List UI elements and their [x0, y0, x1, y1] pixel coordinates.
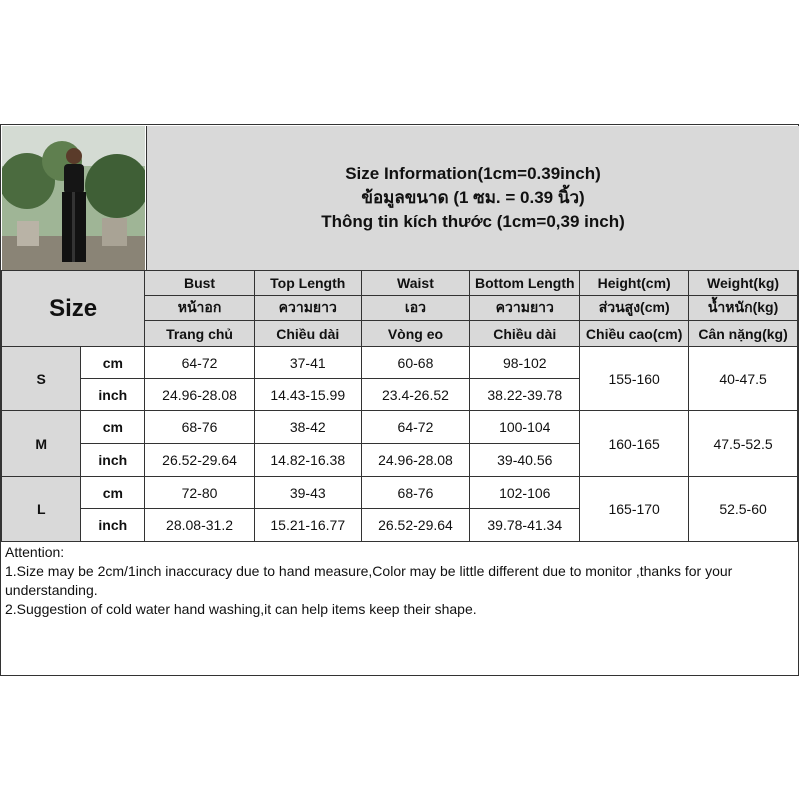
product-photo — [2, 126, 145, 271]
table-row — [2, 411, 798, 444]
header-bust-vi: Trang chủ — [145, 321, 255, 347]
cell: 37-41 — [254, 347, 361, 379]
cell: 72-80 — [145, 477, 255, 509]
unit-cm: cm — [81, 477, 145, 509]
header-waist-th: เอว — [361, 296, 470, 321]
header-weight-th: น้ำหนัก(kg) — [689, 296, 798, 321]
attention-notes — [5, 543, 795, 619]
size-m-label: M — [2, 411, 81, 477]
height-cell: 160-165 — [580, 411, 689, 477]
height-cell: 155-160 — [580, 347, 689, 411]
cell: 64-72 — [361, 411, 470, 444]
weight-cell: 40-47.5 — [689, 347, 798, 411]
cell: 14.43-15.99 — [254, 379, 361, 411]
size-s-label: S — [2, 347, 81, 411]
title-english: Size Information(1cm=0.39inch) — [345, 164, 601, 183]
cell: 102-106 — [470, 477, 580, 509]
header-waist-en: Waist — [361, 271, 470, 296]
header-bust-th: หน้าอก — [145, 296, 255, 321]
cell: 60-68 — [361, 347, 470, 379]
header-height-th: ส่วนสูง(cm) — [580, 296, 689, 321]
unit-inch: inch — [81, 444, 145, 477]
title-vietnamese: Thông tin kích thước (1cm=0,39 inch) — [321, 212, 625, 231]
cell: 28.08-31.2 — [145, 509, 255, 542]
cell: 98-102 — [470, 347, 580, 379]
unit-cm: cm — [81, 347, 145, 379]
size-header: Size — [2, 271, 145, 347]
cell: 68-76 — [145, 411, 255, 444]
header-height-vi: Chiều cao(cm) — [580, 321, 689, 347]
header-bottom-length-th: ความยาว — [470, 296, 580, 321]
header-weight-vi: Cân nặng(kg) — [689, 321, 798, 347]
cell: 15.21-16.77 — [254, 509, 361, 542]
height-cell: 165-170 — [580, 477, 689, 542]
cell: 39-40.56 — [470, 444, 580, 477]
cell: 26.52-29.64 — [361, 509, 470, 542]
table-row — [2, 477, 798, 509]
table-row — [2, 347, 798, 379]
product-photo-illustration — [2, 126, 145, 271]
cell: 64-72 — [145, 347, 255, 379]
header-waist-vi: Vòng eo — [361, 321, 470, 347]
header-weight-en: Weight(kg) — [689, 271, 798, 296]
cell: 14.82-16.38 — [254, 444, 361, 477]
note-item: 1.Size may be 2cm/1inch inaccuracy due to hand measure,Color may be little different due to monitor ,thanks for your understanding. — [5, 563, 733, 598]
header-top-length-en: Top Length — [254, 271, 361, 296]
cell: 68-76 — [361, 477, 470, 509]
cell: 24.96-28.08 — [145, 379, 255, 411]
cell: 39.78-41.34 — [470, 509, 580, 542]
notes-heading: Attention: — [5, 544, 65, 560]
unit-cm: cm — [81, 411, 145, 444]
cell: 39-43 — [254, 477, 361, 509]
cell: 38-42 — [254, 411, 361, 444]
note-item: 2.Suggestion of cold water hand washing,it can help items keep their shape. — [5, 601, 477, 617]
header-bottom-length-vi: Chiều dài — [470, 321, 580, 347]
cell: 26.52-29.64 — [145, 444, 255, 477]
header-bottom-length-en: Bottom Length — [470, 271, 580, 296]
header-top-length-vi: Chiều dài — [254, 321, 361, 347]
cell: 23.4-26.52 — [361, 379, 470, 411]
header-height-en: Height(cm) — [580, 271, 689, 296]
cell: 38.22-39.78 — [470, 379, 580, 411]
title-box — [146, 126, 799, 271]
cell: 24.96-28.08 — [361, 444, 470, 477]
weight-cell: 52.5-60 — [689, 477, 798, 542]
unit-inch: inch — [81, 379, 145, 411]
title-thai: ข้อมูลขนาด (1 ซม. = 0.39 นิ้ว) — [361, 188, 585, 207]
weight-cell: 47.5-52.5 — [689, 411, 798, 477]
unit-inch: inch — [81, 509, 145, 542]
header-top-length-th: ความยาว — [254, 296, 361, 321]
cell: 100-104 — [470, 411, 580, 444]
header-bust-en: Bust — [145, 271, 255, 296]
size-l-label: L — [2, 477, 81, 542]
size-table — [1, 270, 798, 542]
size-chart — [0, 124, 799, 676]
